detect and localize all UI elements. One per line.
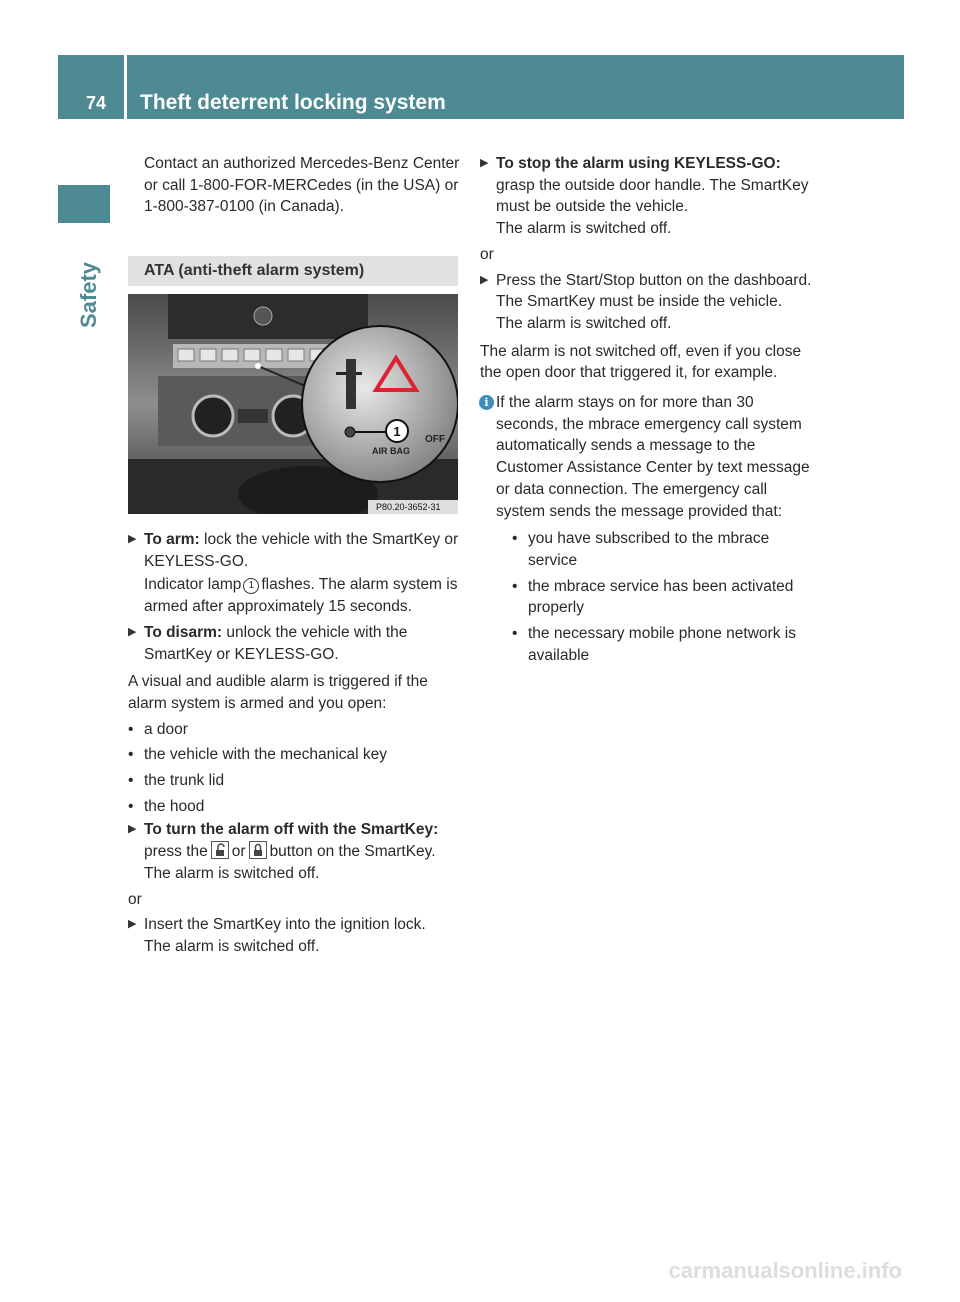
list-item: • the hood	[128, 797, 205, 815]
or-text: or	[480, 245, 494, 263]
photo-airbag-text: AIR BAG	[372, 446, 410, 456]
turn-off-pre: press the	[144, 843, 208, 861]
disarm-step	[128, 622, 462, 665]
keyless-text: grasp the outside door handle. The SmartKey must be outside the vehicle.	[496, 176, 809, 216]
photo-code: P80.20-3652-31	[376, 502, 441, 512]
list-item: • the necessary mobile phone network is available	[512, 625, 796, 664]
or-text: or	[128, 890, 142, 908]
trigger-list	[128, 719, 462, 818]
callout-1-icon: 1	[243, 578, 259, 594]
disarm-text: unlock the vehicle with the SmartKey or KEYLESS-GO.	[144, 623, 408, 663]
press-text: Press the Start/Stop button on the dashboard. The SmartKey must be inside the vehicle.	[496, 271, 812, 311]
press-result: The alarm is switched off.	[496, 314, 672, 332]
step-arrow-icon: ▶	[480, 157, 489, 169]
left-column-body	[128, 529, 462, 958]
arm-step	[128, 529, 462, 618]
arm-indicator-post: flashes. The alarm system is armed after approximately 15 seconds.	[144, 576, 458, 616]
info-list	[512, 528, 815, 666]
arm-label: To arm:	[144, 531, 200, 548]
list-item-text: you have subscribed to the mbrace service	[528, 530, 770, 569]
list-item-text: the mbrace service has been activated properly	[528, 577, 794, 617]
list-item: • you have subscribed to the mbrace service	[512, 530, 770, 569]
step-arrow-icon: ▶	[128, 625, 137, 638]
list-item-text: the hood	[144, 797, 205, 815]
info-note	[480, 392, 815, 666]
header-separator	[124, 55, 127, 119]
step-arrow-icon: ▶	[128, 533, 137, 545]
unlock-button-icon	[211, 841, 229, 859]
side-tab-marker	[58, 185, 110, 223]
list-item-text: the necessary mobile phone network is available	[528, 625, 796, 664]
list-item-text: the trunk lid	[144, 772, 225, 790]
step-arrow-icon: ▶	[128, 918, 137, 931]
trigger-intro: A visual and audible alarm is triggered if the alarm system is armed and you open:	[128, 673, 428, 712]
press-step	[480, 270, 815, 335]
list-item: • the mbrace service has been activated properly	[512, 577, 794, 617]
intro-text: Contact an authorized Mercedes-Benz Center or call 1-800-FOR-MERCedes (in the USA) or 1-800-387-0100 (in Canada).	[144, 155, 460, 216]
insert-text: Insert the SmartKey into the ignition lock.	[144, 916, 426, 934]
photo-off-text: OFF	[425, 434, 445, 445]
info-icon: i	[479, 395, 494, 410]
dashboard-photo	[128, 294, 458, 514]
turn-off-step	[128, 819, 462, 884]
arm-text: lock the vehicle with the SmartKey or KEYLESS-GO.	[144, 531, 459, 570]
turn-off-post: button on the SmartKey.	[269, 843, 436, 861]
watermark: carmanualsonline.info	[668, 1258, 902, 1283]
disarm-label: To disarm:	[144, 623, 223, 641]
insert-step	[128, 914, 462, 957]
not-off-text: The alarm is not switched off, even if you close the open door that triggered it, for example.	[480, 342, 802, 382]
lock-button-icon	[249, 841, 267, 859]
intro-paragraph	[144, 153, 462, 218]
keyless-label: To stop the alarm using KEYLESS-GO:	[496, 155, 781, 172]
turn-off-result: The alarm is switched off.	[144, 864, 320, 882]
insert-result: The alarm is switched off.	[144, 937, 320, 955]
arm-indicator-pre: Indicator lamp	[144, 576, 242, 594]
step-arrow-icon: ▶	[128, 823, 137, 836]
list-item-text: a door	[144, 720, 188, 738]
list-item: • the trunk lid	[128, 772, 225, 790]
right-column-body	[480, 153, 815, 666]
photo-callout-1: 1	[393, 424, 401, 439]
list-item: • the vehicle with the mechanical key	[128, 746, 387, 764]
keyless-step	[480, 153, 815, 240]
turn-off-or: or	[231, 843, 246, 861]
list-item: • a door	[128, 720, 188, 738]
section-heading: ATA (anti-theft alarm system)	[128, 256, 458, 286]
page-title: Theft deterrent locking system	[140, 91, 446, 114]
list-item-text: the vehicle with the mechanical key	[144, 746, 387, 764]
info-text: If the alarm stays on for more than 30 seconds, the mbrace emergency call system automatically sends a message to the Customer Assistance Center by text message or data connection. The emergency call system sends the message provided that:	[496, 394, 810, 520]
keyless-result: The alarm is switched off.	[496, 220, 672, 238]
step-arrow-icon: ▶	[480, 273, 489, 286]
side-tab-label: Safety	[76, 261, 101, 328]
turn-off-label: To turn the alarm off with the SmartKey:	[144, 821, 439, 839]
page-number: 74	[86, 93, 107, 113]
